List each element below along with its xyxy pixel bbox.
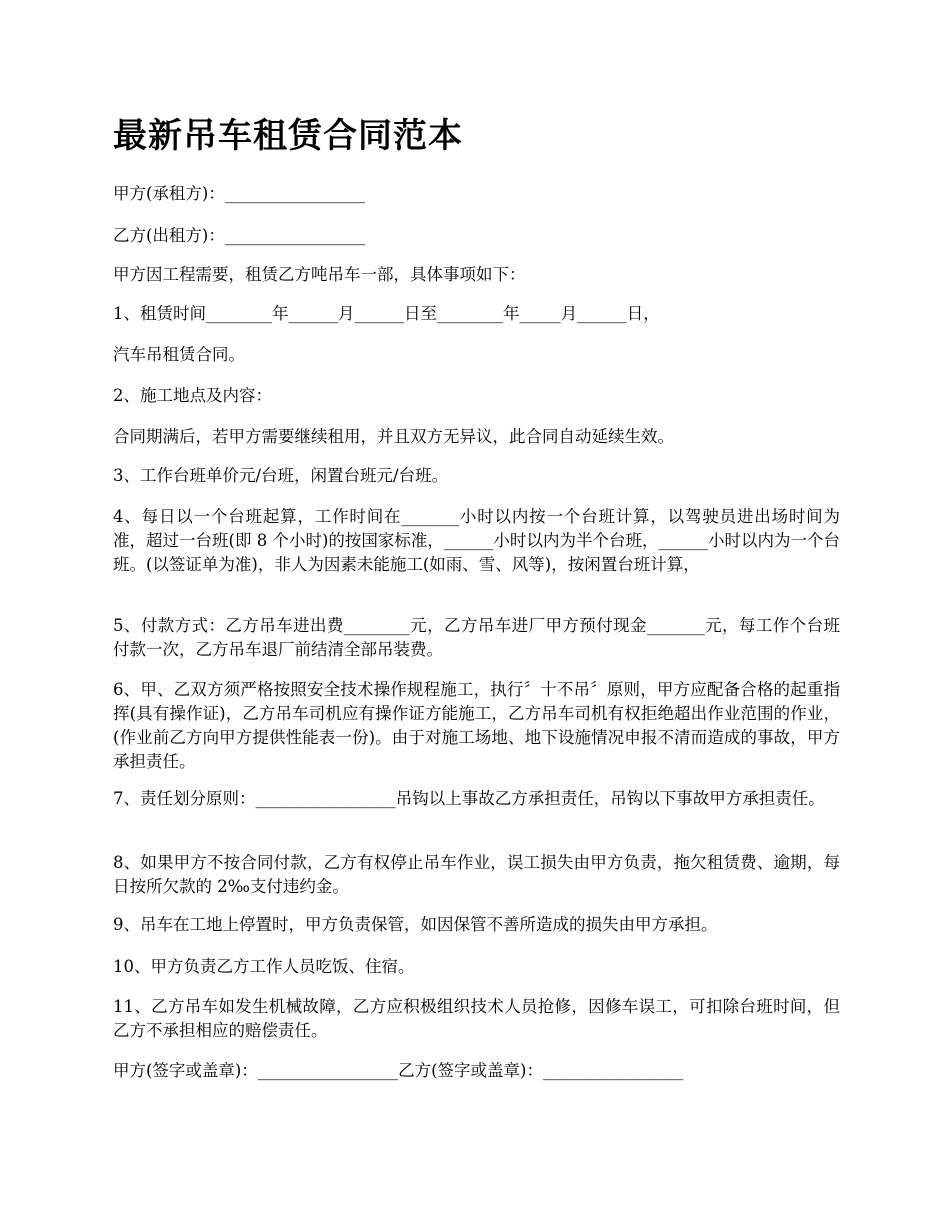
signature-line: 甲方(签字或盖章)：_________________乙方(签字或盖章)：_________________ [113,1061,684,1080]
clause-1-rental-period: 1、租赁时间________年______月______日至________年_____月______日， [113,304,660,323]
intro-paragraph: 甲方因工程需要，租赁乙方吨吊车一部，具体事项如下： [113,265,526,284]
contract-extension-paragraph: 合同期满后，若甲方需要继续租用，并且双方无异议，此合同自动延续生效。 [113,427,674,446]
clause-7-liability: 7、责任划分原则：_________________吊钩以上事故乙方承担责任，吊钩以下事故甲方承担责任。 [113,789,825,808]
clause-5-payment: 5、付款方式：乙方吊车进出费________元，乙方吊车进厂甲方预付现金_______元，每工作个台班付款一次，乙方吊车退厂前结清全部吊装费。 [113,616,840,659]
clause-3-unit-price: 3、工作台班单价元/台班，闲置台班元/台班。 [113,466,449,485]
clause-9-storage: 9、吊车在工地上停置时，甲方负责保管，如因保管不善所造成的损失由甲方承担。 [113,915,718,934]
document-title: 最新吊车租赁合同范本 [113,116,463,156]
clause-4-working-hours: 4、每日以一个台班起算，工作时间在_______小时以内按一个台班计算，以驾驶员进出场时间为准，超过一台班(即 8 个小时)的按国家标准，______小时以内为半个台班，______小时以内为一个台班。(以签证单为准)，非人为因素未能施工(如雨、雪、风等)，按闲置台班计算， [113,507,840,574]
clause-2-site: 2、施工地点及内容： [113,386,272,405]
clause-8-late-payment: 8、如果甲方不按合同付款，乙方有权停止吊车作业，误工损失由甲方负责，拖欠租赁费、逾期，每日按所欠款的 2‰支付违约金。 [113,853,840,896]
clause-10-accommodation: 10、甲方负责乙方工作人员吃饭、住宿。 [113,957,415,976]
party-b-line: 乙方(出租方)：_________________ [113,226,366,245]
clause-6-safety: 6、甲、乙双方须严格按照安全技术操作规程施工，执行〞十不吊〞原则，甲方应配备合格的起重指挥(具有操作证)，乙方吊车司机应有操作证方能施工，乙方吊车司机有权拒绝超出作业范围的作业，(作业前乙方向甲方提供性能表一份)。由于对施工场地、地下设施情况申报不清而造成的事故，甲方承担责任。 [113,680,840,771]
clause-11-breakdown: 11、乙方吊车如发生机械故障，乙方应积极组织技术人员抢修，因修车误工，可扣除台班时间，但乙方不承担相应的赔偿责任。 [113,997,840,1040]
crane-rental-note: 汽车吊租赁合同。 [113,345,245,364]
party-a-line: 甲方(承租方)：_________________ [113,184,366,203]
